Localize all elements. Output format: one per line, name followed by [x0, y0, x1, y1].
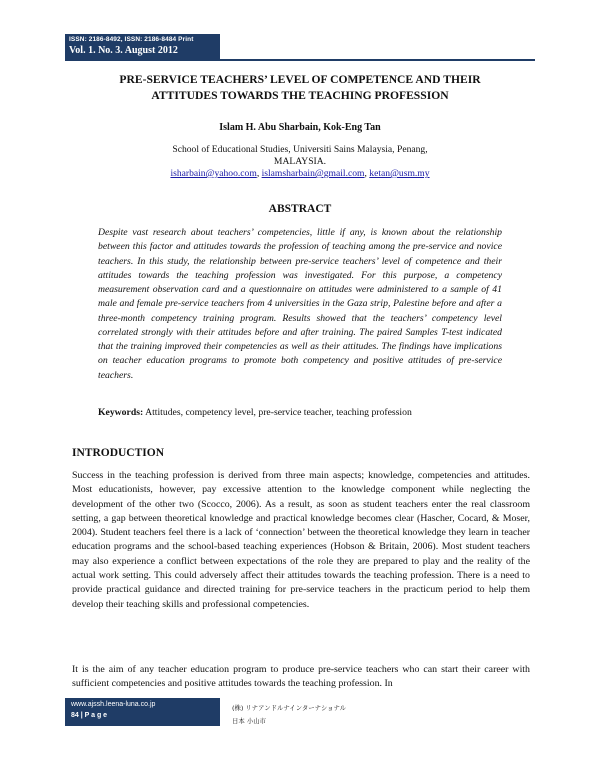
footer-band: [65, 698, 220, 726]
issn-text: ISSN: 2186-8492, ISSN: 2186-8484 Print: [69, 36, 194, 43]
keywords-line: [98, 407, 502, 418]
introduction-paragraph-1: Success in the teaching profession is derived from three main aspects; knowledge, competencies and attitudes. Most educationists, however, pay excessive attention to the knowledge component while neglecting the development of the other two (Scocco, 2006). As a result, as soon as student teachers enter the real classroom setting, a gap between theoretical knowledge and practical knowledge becomes clear (Hascher, Cocard, & Moser, 2004). Student teachers feel there is a lack of ‘connection’ between the theoretical knowledge they learn in teacher education programs and the school-based teaching experiences (Hobson & Britain, 2006). Most student teachers may also experience a conflict between expectations of the role they are prepared to play and the reality of the actual work setting. This could adversely affect their attitudes towards the teaching profession. There is a need to provide practical guidance and directed training for pre-service teachers in the practicum period to help them develop their teaching skills and professional competencies.: [72, 470, 530, 610]
publisher-info: [232, 702, 346, 728]
abstract-heading: ABSTRACT: [268, 203, 332, 215]
paper-title: [65, 72, 535, 104]
volume-info: Vol. 1. No. 3. August 2012: [69, 45, 178, 56]
introduction-paragraph-2: It is the aim of any teacher education program to produce pre-service teachers who can start their career with sufficient competencies and positive attitudes towards the teaching profession. In: [72, 664, 530, 690]
paper-authors: Islam H. Abu Sharbain, Kok-Eng Tan: [219, 122, 381, 133]
affiliation-line-2: MALAYSIA.: [273, 156, 327, 167]
header-divider: [65, 59, 535, 61]
email-separator: ,: [256, 168, 262, 179]
abstract-text: Despite vast research about teachers’ competencies, little if any, is known about the relationship between this factor and attitudes towards the profession of teaching among the pre-service and novice teachers. In this study, the relationship between pre-service teachers’ level of competence and their attitudes towards the teaching profession was investigated. For this purpose, a competency measurement observation card and a questionnaire on attitudes were administered to a sample of 41 male and female pre-service teachers from 4 universities in the Gaza strip, Palestine before and after a three-month competency training program. Results showed that the teachers’ competency level correlated strongly with their attitudes before and after training. The paired Samples T-test indicated that the training improved their competencies as well as their attitudes. The findings have implications on teacher education programs to promote both competency and positive attitudes of pre-service teachers.: [98, 227, 502, 381]
affiliation-block: [65, 144, 535, 180]
email-separator: ,: [364, 168, 370, 179]
paper-title-line-2: ATTITUDES TOWARDS THE TEACHING PROFESSION: [151, 89, 449, 102]
email-link-3[interactable]: ketan@usm.my: [369, 168, 430, 179]
introduction-heading: INTRODUCTION: [72, 447, 165, 459]
keywords-label: Keywords:: [98, 407, 144, 418]
publisher-location: 日本 小山市: [232, 717, 266, 725]
paper-title-line-1: PRE-SERVICE TEACHERS’ LEVEL OF COMPETENCE AND THEIR: [119, 73, 481, 86]
author-emails: [65, 168, 535, 180]
publisher-name: (株) リナアンドルナインターナショナル: [232, 704, 346, 712]
affiliation-line-1: School of Educational Studies, Universiti Sains Malaysia, Penang,: [172, 144, 428, 155]
email-link-1[interactable]: isharbain@yahoo.com: [170, 168, 257, 179]
journal-website: www.ajssh.leena-luna.co.jp: [71, 701, 156, 708]
journal-header-band: [65, 34, 220, 59]
email-link-2[interactable]: islamsharbain@gmail.com: [261, 168, 365, 179]
keywords-list: Attitudes, competency level, pre-service teacher, teaching profession: [145, 407, 412, 418]
page-number: 84 | P a g e: [71, 712, 108, 719]
